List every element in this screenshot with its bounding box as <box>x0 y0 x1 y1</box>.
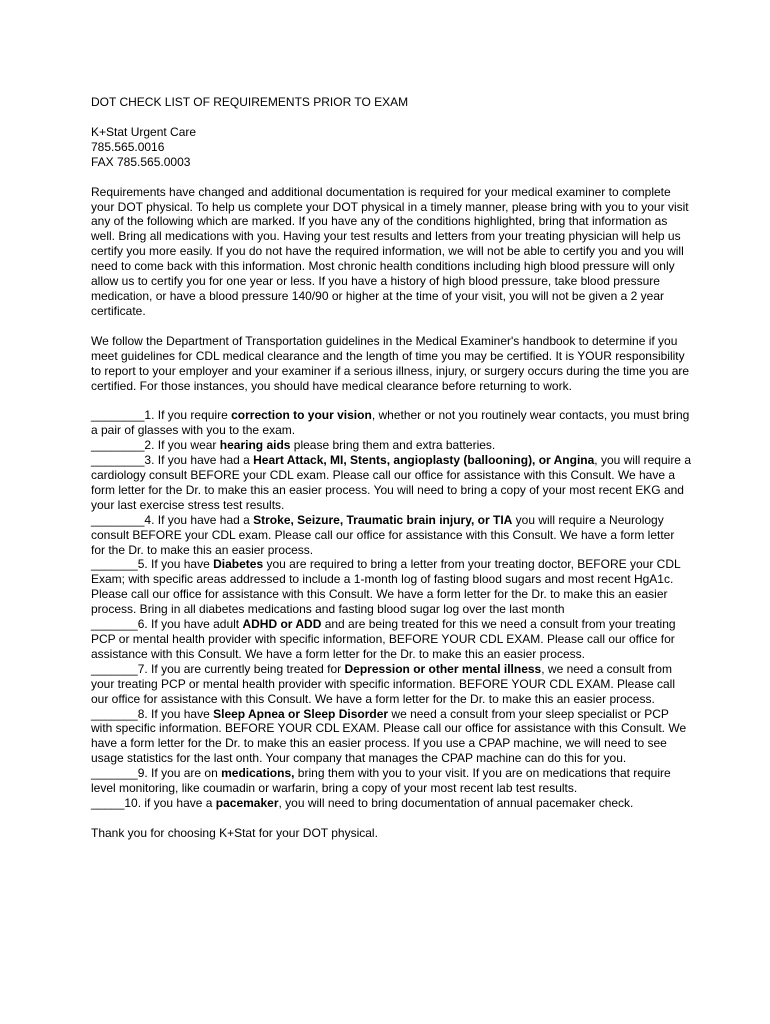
checklist-blank: _______ <box>91 706 138 721</box>
item-condition: Diabetes <box>213 557 264 572</box>
checklist-item-2 <box>91 438 691 453</box>
closing-line: Thank you for choosing K+Stat for your DOT physical. <box>91 825 378 840</box>
item-condition: medications, <box>221 766 295 781</box>
clinic-name: K+Stat Urgent Care <box>91 124 197 139</box>
checklist-item-7 <box>91 662 691 707</box>
checklist-blank: ________ <box>91 438 145 453</box>
checklist-item-8 <box>91 707 691 767</box>
item-text: , you will need to bring documentation of annual pacemaker check. <box>278 795 634 810</box>
checklist-blank: _______ <box>91 766 138 781</box>
item-condition: Depression or other mental illness <box>344 661 542 676</box>
checklist-item-4 <box>91 513 691 558</box>
checklist-item-10 <box>91 796 691 811</box>
item-text: 9. If you are on <box>137 766 222 781</box>
item-text: 1. If you require <box>144 408 232 423</box>
item-text: we need a consult from your sleep specialist or PCP with specific information. BEFORE YOUR CDL EXAM. Please call our office for assistance with this Consult. We have a form letter for the Dr. to make this an easier process. If you use a CPAP machine, we will need to see usage statistics for the last onth. Your company that manages the CPAP machine can do this for you. <box>91 706 687 766</box>
intro-paragraph: Requirements have changed and additional documentation is required for your medical examiner to complete your DOT physical. To help us complete your DOT physical in a timely manner, please bring with you to your visit any of the following which are marked. If you have any of the conditions highlighted, bring that information as well. Bring all medications with you. Having your test results and letters from your treating physician will help us certify you more easily. If you do not have the required information, we will not be able to certify you and you will need to come back with this information. Most chronic health conditions including high blood pressure will only allow us to certify you for one year or less. If you have a history of high blood pressure, take blood pressure medication, or have a blood pressure 140/90 or higher at the time of your visit, you will not be given a 2 year certificate. <box>91 184 689 318</box>
item-text: 5. If you have <box>137 557 214 572</box>
checklist-blank: ________ <box>91 512 145 527</box>
clinic-fax: FAX 785.565.0003 <box>91 154 191 169</box>
checklist-item-5 <box>91 557 691 617</box>
checklist-blank: _____ <box>91 795 125 810</box>
item-text: you will require a Neurology consult BEFORE your CDL exam. Please call our office for assistance with this Consult. We have a form letter for the Dr. to make this an easier process. <box>91 512 675 557</box>
checklist-item-1 <box>91 408 691 438</box>
item-text: 6. If you have adult <box>137 617 243 632</box>
item-text: you are required to bring a letter from your treating doctor, BEFORE your CDL Exam; with specific areas addressed to include a 1-month log of fasting blood sugars and most recent HgA1c. Please call our office for assistance with this Consult. We have a form letter for the Dr. to make this an easier process. Bring in all diabetes medications and fasting blood sugar log over the last month <box>91 557 681 617</box>
item-text: 8. If you have <box>137 706 214 721</box>
item-condition: pacemaker <box>215 795 279 810</box>
clinic-contact-block <box>91 125 691 170</box>
checklist-blank: ________ <box>91 453 145 468</box>
item-text: 4. If you have had a <box>144 512 254 527</box>
item-text: , whether or not you routinely wear contacts, you must bring a pair of glasses with you to the exam. <box>91 408 690 438</box>
document-page <box>91 95 691 841</box>
requirements-checklist <box>91 408 691 810</box>
item-text: and are being treated for this we need a consult from your treating PCP or mental health provider with specific information, BEFORE YOUR CDL EXAM. Please call our office for assistance with this Consult. We have a form letter for the Dr. to make this an easier process. <box>91 617 676 661</box>
checklist-item-3 <box>91 453 691 513</box>
guidelines-paragraph: We follow the Department of Transportation guidelines in the Medical Examiner's handbook to determine if you meet guidelines for CDL medical clearance and the length of time you may be certified. It is YOUR responsibility to report to your employer and your examiner if a serious illness, injury, or surgery occurs during the time you are certified. For those instances, you should have medical clearance before returning to work. <box>91 333 690 393</box>
item-text: , we need a consult from your treating PCP or mental health provider with specific information. BEFORE YOUR CDL EXAM. Please call our office for assistance with this Consult. We have a form letter for the Dr. to make this an easier process. <box>91 661 676 706</box>
item-condition: correction to your vision <box>231 408 372 423</box>
item-text: 7. If you are currently being treated for <box>137 661 345 676</box>
item-text: bring them with you to your visit. If you are on medications that require level monitoring, like coumadin or warfarin, bring a copy of your most recent lab test results. <box>91 766 671 796</box>
item-text: 3. If you have had a <box>144 453 254 468</box>
checklist-blank: ________ <box>91 408 145 423</box>
checklist-blank: _______ <box>91 661 138 676</box>
checklist-blank: _______ <box>91 557 138 572</box>
item-condition: Stroke, Seizure, Traumatic brain injury, or TIA <box>253 512 513 527</box>
checklist-item-9 <box>91 766 691 796</box>
item-condition: ADHD or ADD <box>242 617 322 632</box>
clinic-phone: 785.565.0016 <box>91 139 165 154</box>
item-text: , you will require a cardiology consult BEFORE your CDL exam. Please call our office for assistance with this Consult. We have a form letter for the Dr. to make this an easier process. You will need to bring a copy of your most recent EKG and your last exercise stress test results. <box>91 453 691 512</box>
item-text: 2. If you wear <box>144 438 220 453</box>
checklist-blank: _______ <box>91 617 138 632</box>
item-condition: hearing aids <box>219 438 291 453</box>
item-condition: Sleep Apnea or Sleep Disorder <box>213 706 389 721</box>
item-text: please bring them and extra batteries. <box>290 438 496 453</box>
item-text: 10. if you have a <box>124 795 216 810</box>
checklist-item-6 <box>91 617 691 662</box>
item-condition: Heart Attack, MI, Stents, angioplasty (ballooning), or Angina <box>253 453 595 468</box>
document-title: DOT CHECK LIST OF REQUIREMENTS PRIOR TO EXAM <box>91 95 409 109</box>
